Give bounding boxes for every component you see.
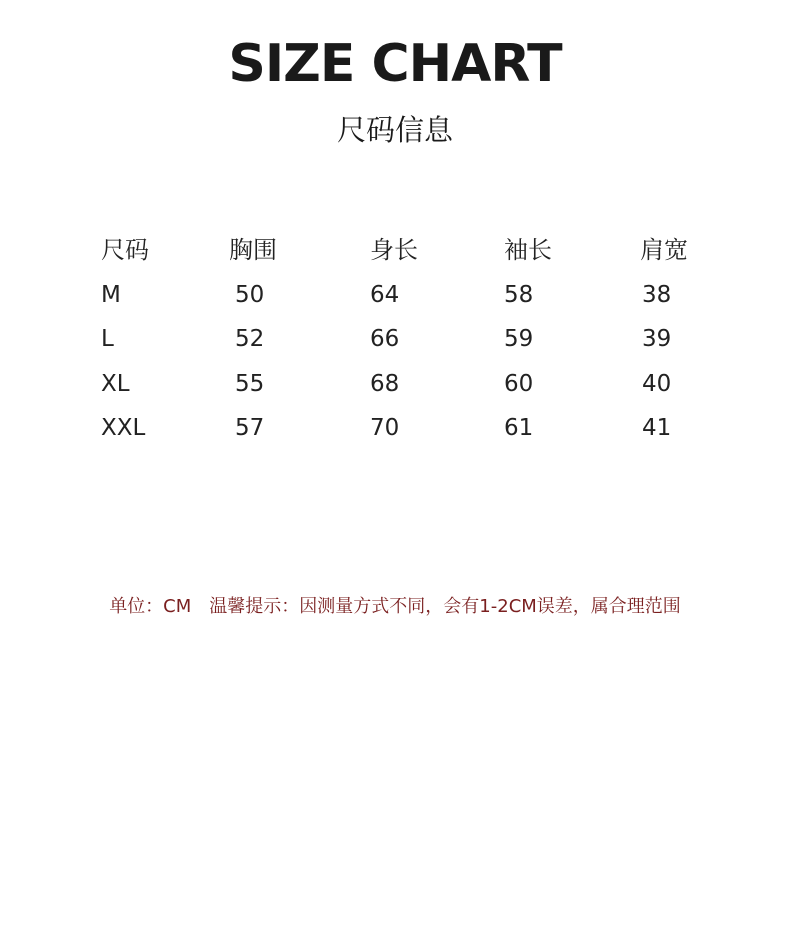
page-subtitle: 尺码信息 [336,113,453,147]
table-cell-size: XXL [101,415,146,441]
column-header-length: 身长 [370,236,418,264]
unit-note: 单位：CM [109,596,192,617]
table-cell-size: M [101,281,121,308]
table-cell-shoulder: 38 [642,281,672,308]
table-cell-sleeve: 58 [504,281,534,308]
table-cell-length: 70 [370,415,400,441]
column-header-shoulder: 肩宽 [640,236,688,264]
table-cell-sleeve: 59 [504,326,534,352]
table-cell-chest: 52 [235,326,265,352]
table-cell-shoulder: 39 [642,326,672,352]
column-header-size: 尺码 [101,236,149,264]
table-cell-sleeve: 61 [504,415,534,441]
table-cell-length: 64 [370,281,400,308]
page-title: SIZE CHART [228,34,562,94]
size-table [0,228,790,451]
table-cell-chest: 57 [235,415,265,441]
table-cell-length: 68 [370,370,400,397]
table-header-row [0,228,790,273]
measurement-note [0,590,790,624]
column-header-chest: 胸围 [229,236,277,264]
table-cell-shoulder: 41 [642,415,672,441]
table-row [0,362,790,407]
measurement-tip: 温馨提示：因测量方式不同，会有1-2CM误差，属合理范围 [209,596,681,617]
table-cell-length: 66 [370,326,400,352]
table-cell-chest: 55 [235,370,265,397]
table-row [0,406,790,451]
table-cell-size: XL [101,370,130,397]
table-cell-chest: 50 [235,281,265,308]
table-cell-size: L [101,326,114,352]
table-row [0,317,790,362]
table-cell-shoulder: 40 [642,370,672,397]
table-row [0,273,790,318]
column-header-sleeve: 袖长 [504,236,552,264]
table-cell-sleeve: 60 [504,370,534,397]
